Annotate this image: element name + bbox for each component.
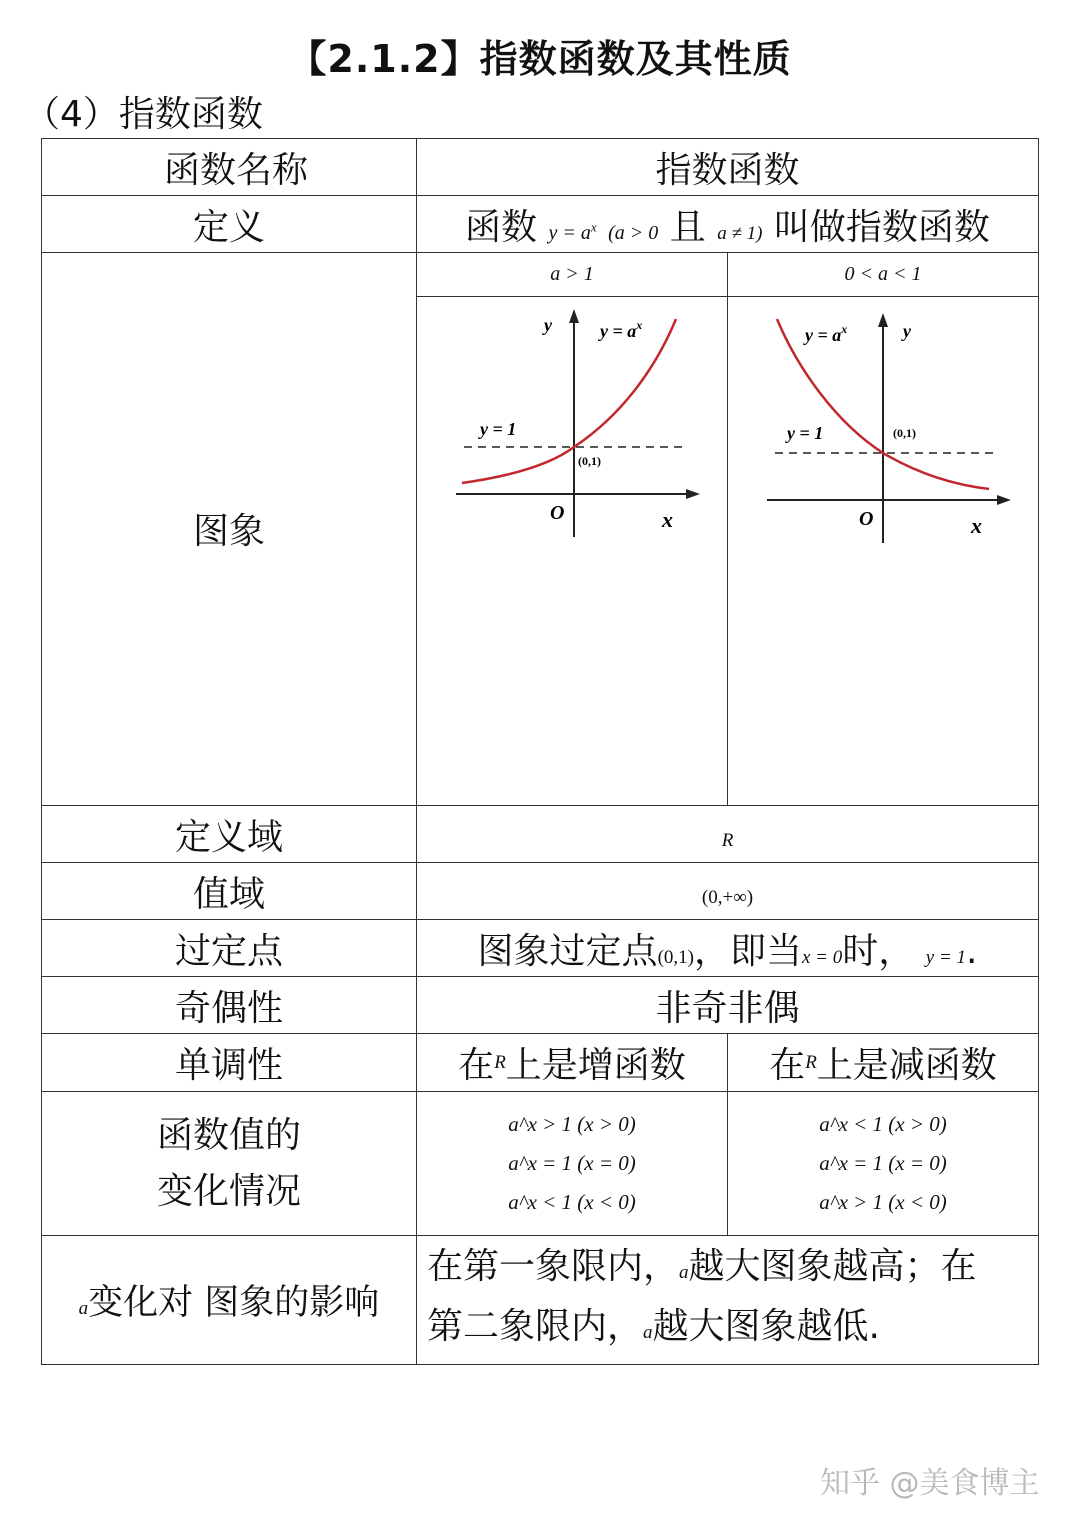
table-row [42, 1236, 1039, 1365]
table-row [42, 253, 1039, 806]
fixed-point-label: 过定点 [42, 920, 417, 977]
definition-value [417, 196, 1039, 253]
y1-label: y = 1 [480, 419, 517, 439]
origin-label: O [550, 502, 565, 524]
y1-label: y = 1 [787, 423, 824, 443]
definition-cond1: (a > 0 [608, 221, 659, 244]
table-row [42, 1034, 1039, 1092]
graph-gt1-svg [424, 297, 720, 557]
page-title: 【2.1.2】指数函数及其性质 [288, 37, 792, 81]
graph-label: 图象 [42, 253, 417, 806]
point-label: (0,1) [578, 454, 601, 468]
watermark: 知乎 @美食博主 [820, 1466, 1040, 1501]
effect-value: 在第一象限内，a越大图象越高；在 第二象限内，a越大图象越低. [417, 1236, 1039, 1365]
x-axis-arrow [997, 495, 1011, 505]
mono-lt1: 在 R 上是减函数 [769, 1045, 997, 1086]
section-title: （4）指数函数 [24, 94, 263, 135]
definition-suffix: 叫做指数函数 [773, 206, 990, 248]
graph-lt1 [728, 297, 1038, 805]
parity-value: 非奇非偶 [417, 977, 1039, 1034]
table-row [42, 806, 1039, 863]
table-row [42, 1092, 1039, 1236]
y-axis-label: y [903, 321, 911, 341]
range-value: (0,+∞) [417, 863, 1039, 920]
curve-label: $y = a^x$ [600, 318, 643, 341]
change-label: 函数值的 变化情况 [42, 1092, 417, 1236]
x-axis-arrow [686, 489, 700, 499]
domain-label: 定义域 [42, 806, 417, 863]
monotonic-label: 单调性 [42, 1034, 417, 1092]
change-lt1: a^x < 1 (x > 0) a^x = 1 (x = 0) a^x > 1 (x < 0) [819, 1112, 947, 1214]
change-value [417, 1092, 1039, 1236]
y-axis-arrow [878, 313, 888, 327]
mono-gt1: 在 R 上是增函数 [417, 1034, 728, 1091]
definition-formula: $y = a^x$ [548, 218, 597, 244]
properties-table [41, 138, 1039, 1365]
graph-body [417, 297, 1038, 805]
table-row [42, 977, 1039, 1034]
graph-lt1-svg [735, 297, 1031, 557]
monotonic-value [417, 1034, 1039, 1092]
parity-label: 奇偶性 [42, 977, 417, 1034]
definition-label: 定义 [42, 196, 417, 253]
fixed-point-value: 图象过定点(0,1)，即当x = 0时， y = 1. [417, 920, 1039, 977]
y-axis-label: y [544, 315, 552, 335]
case-lt1-label: 0 < a < 1 [844, 263, 922, 285]
name-value: 指数函数 [417, 139, 1039, 196]
curve-label: $y = a^x$ [805, 322, 848, 345]
change-gt1: a^x > 1 (x > 0) a^x = 1 (x = 0) a^x < 1 (x < 0) [417, 1092, 728, 1235]
name-label: 函数名称 [42, 139, 417, 196]
graph-cell [417, 253, 1039, 806]
effect-label: a变化对 图象的影响 [42, 1236, 417, 1365]
exp-curve-increasing [462, 319, 676, 483]
table-row [42, 863, 1039, 920]
x-axis-label: x [662, 507, 673, 532]
table-row [42, 139, 1039, 196]
definition-prefix: 函数 [465, 206, 538, 248]
definition-cond2: a ≠ 1) [717, 222, 763, 244]
domain-value: R [417, 806, 1039, 863]
definition-and: 且 [669, 206, 706, 248]
case-gt1-label: a > 1 [550, 263, 594, 285]
y-axis-arrow [569, 309, 579, 323]
graph-header [417, 253, 1038, 297]
table-row [42, 920, 1039, 977]
origin-label: O [859, 508, 874, 530]
table-row [42, 196, 1039, 253]
graph-gt1 [417, 297, 728, 805]
point-label: (0,1) [893, 426, 916, 440]
x-axis-label: x [971, 513, 982, 538]
range-label: 值域 [42, 863, 417, 920]
